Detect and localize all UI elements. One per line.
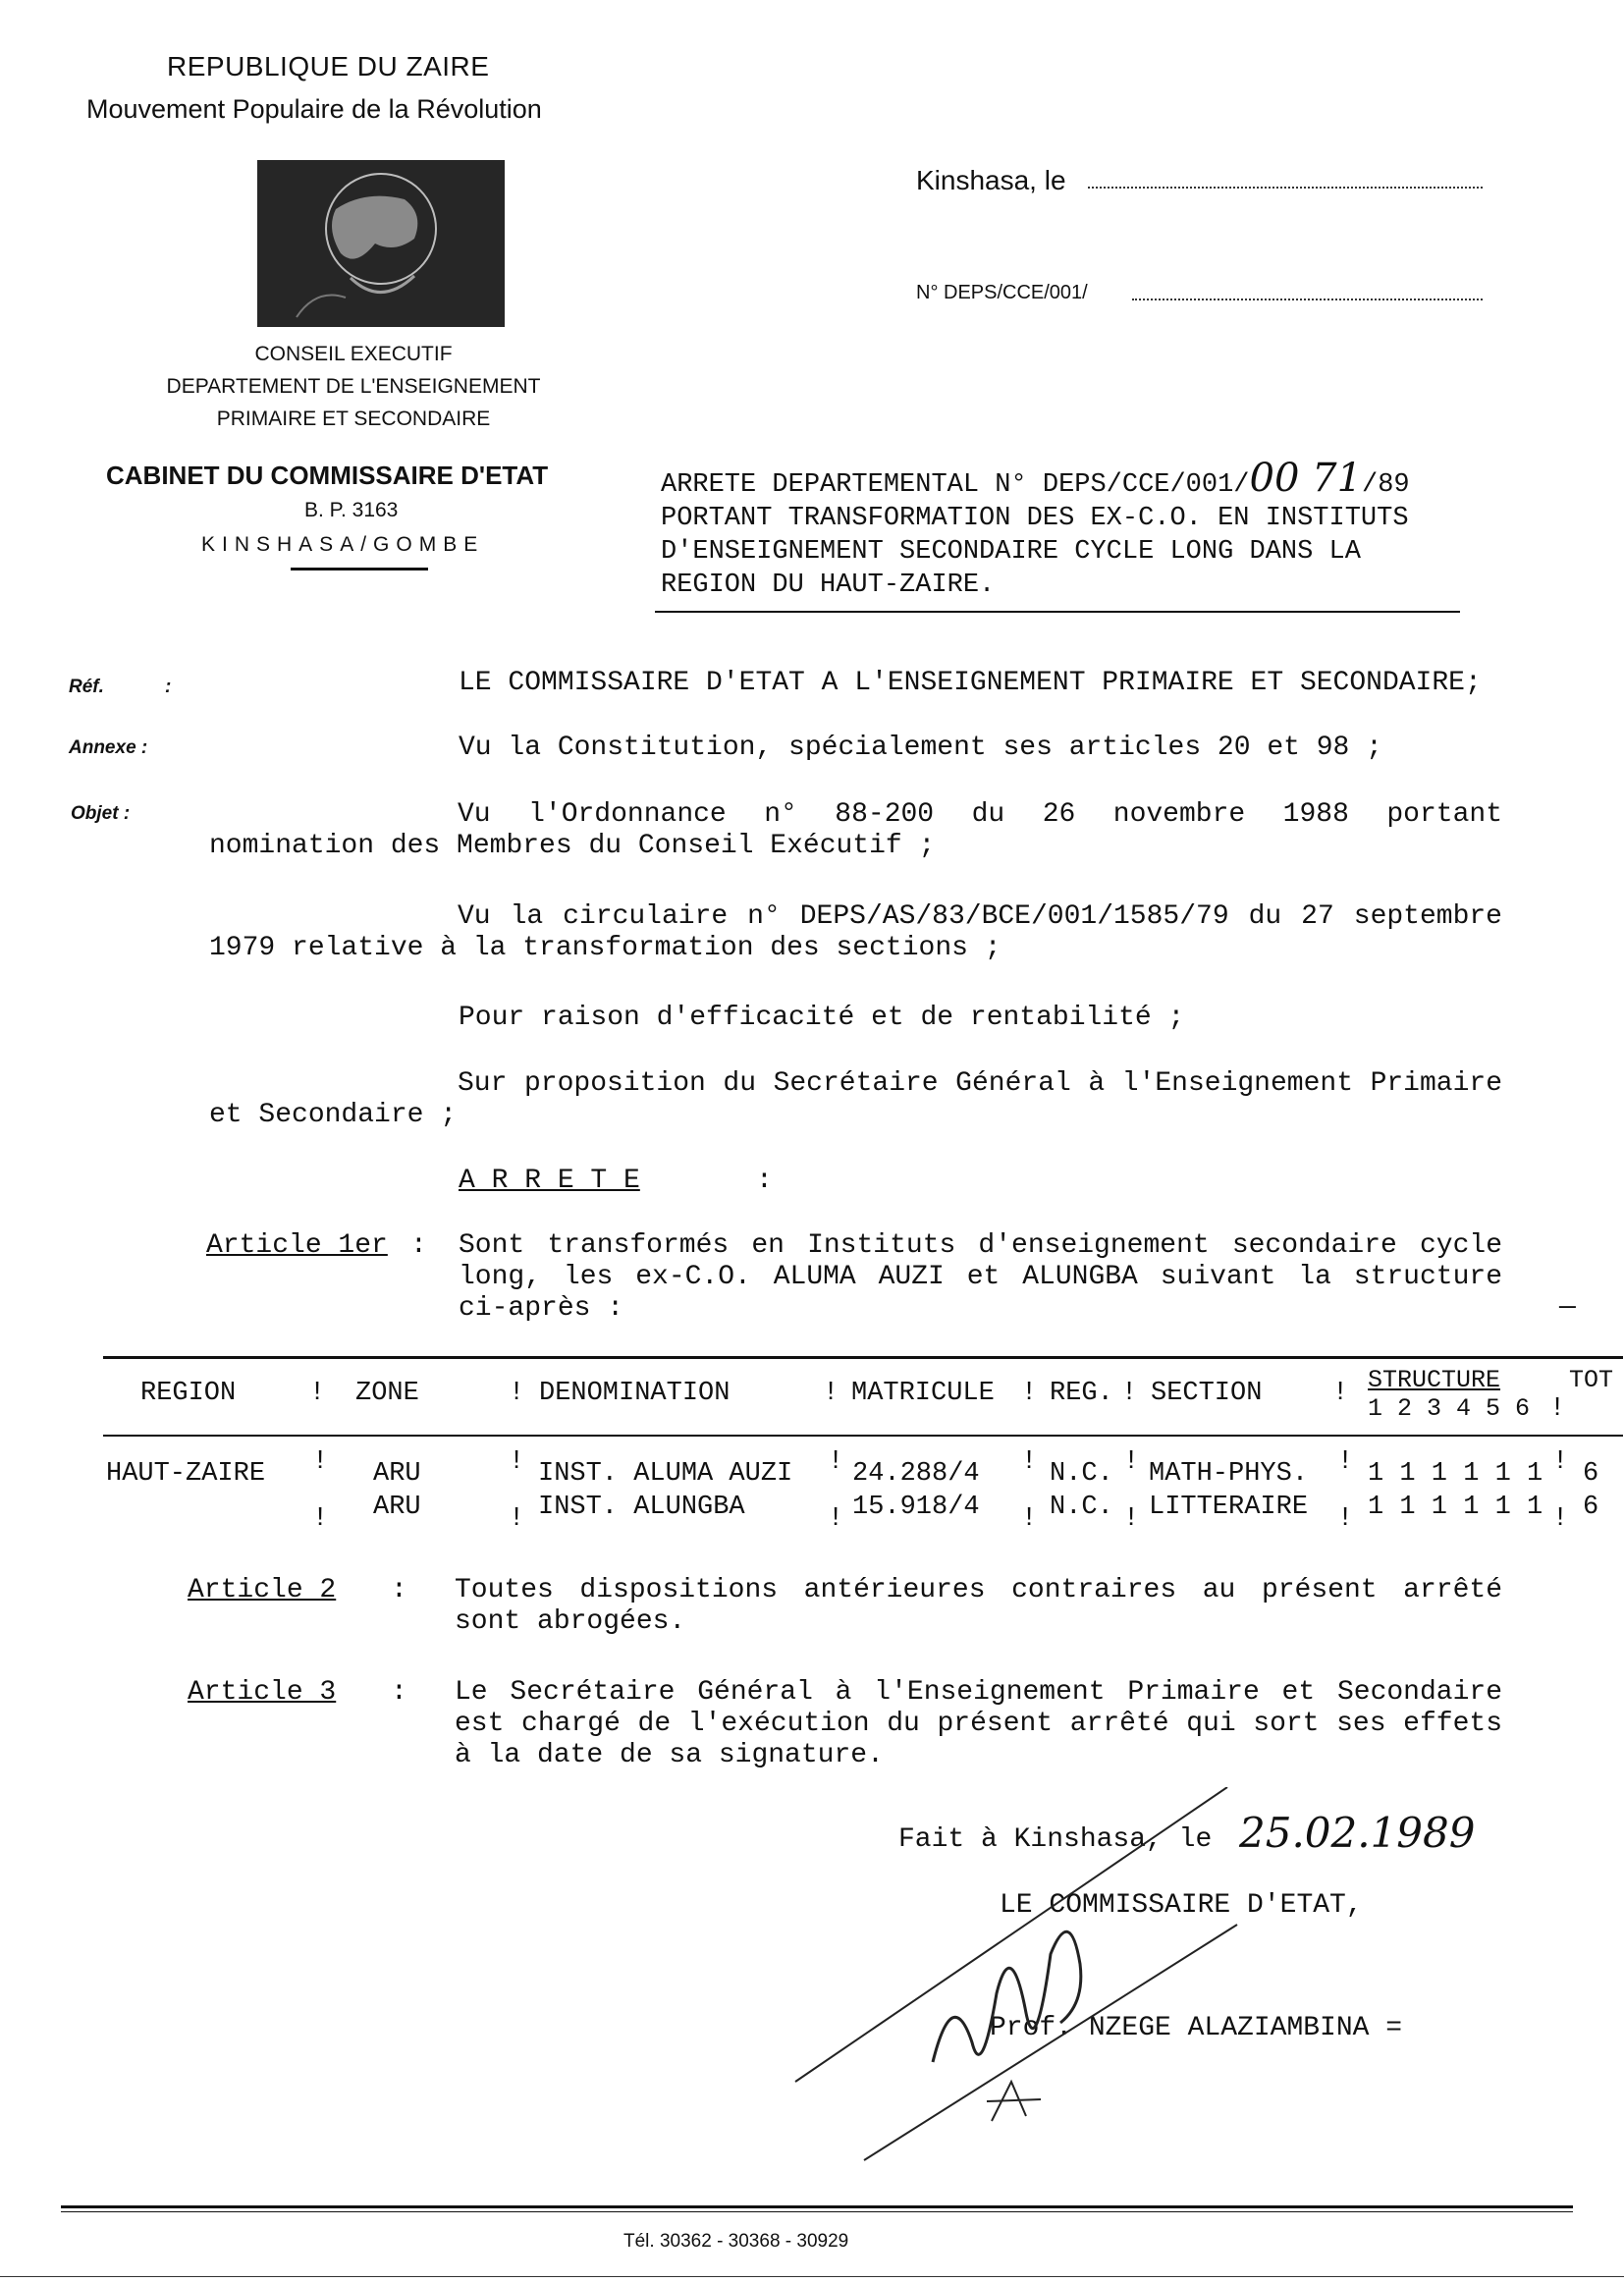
- col-sep: !: [1121, 1379, 1138, 1408]
- department-block: [147, 338, 560, 435]
- vu-circulaire: Vu la circulaire n° DEPS/AS/83/BCE/001/1585/79 du 27 septembre 1979 relative à la transformation des sections ;: [209, 901, 1502, 963]
- col-structure-years: 1 2 3 4 5 6: [1368, 1394, 1531, 1423]
- city-underline: [291, 568, 428, 571]
- sur-proposition: Sur proposition du Secrétaire Général à l'Enseignement Primaire et Secondaire ;: [209, 1068, 1502, 1130]
- table-top-rule: [103, 1356, 1623, 1359]
- kinshasa-date-label: Kinshasa, le: [916, 165, 1066, 195]
- ref-colon: :: [165, 677, 172, 697]
- handwritten-number: 00 71: [1249, 456, 1363, 501]
- cell-denomination: INST. ALUMA AUZI: [538, 1459, 793, 1489]
- cell-denomination: INST. ALUNGBA: [538, 1493, 745, 1522]
- cell-sep: !: [828, 1504, 844, 1534]
- col-sep: !: [1332, 1379, 1349, 1408]
- signature-scribble-icon: [785, 1787, 1257, 2200]
- article-2-colon: :: [391, 1575, 407, 1605]
- article-1-colon: :: [410, 1230, 427, 1261]
- cell-sep: !: [312, 1504, 329, 1534]
- arrete-heading: A R R E T E: [459, 1166, 640, 1196]
- cell-sep: !: [509, 1504, 525, 1534]
- cell-sep: !: [509, 1447, 525, 1477]
- article-1-text: Sont transformés en Instituts d'enseignement secondaire cycle long, les ex-C.O. ALUMA AUZI et ALUNGBA suivant la structure ci-après :: [459, 1230, 1502, 1324]
- col-sep: !: [1021, 1379, 1038, 1408]
- cell-section: MATH-PHYS.: [1149, 1459, 1309, 1489]
- postal-box: B. P. 3163: [304, 499, 399, 521]
- cell-sep: !: [1021, 1447, 1038, 1477]
- cell-matricule: 15.918/4: [852, 1493, 980, 1522]
- arrete-number-suffix: /89: [1362, 470, 1410, 500]
- article-2-text: Toutes dispositions antérieures contraires au présent arrêté sont abrogées.: [455, 1575, 1502, 1637]
- cell-sep: !: [1552, 1447, 1569, 1477]
- fait-a-kinshasa: Fait à Kinshasa, le: [898, 1824, 1213, 1855]
- arrete-header-rule: [655, 611, 1460, 613]
- emblem-image: [257, 160, 505, 327]
- cell-sep: !: [1123, 1447, 1140, 1477]
- telephone-numbers: Tél. 30362 - 30368 - 30929: [623, 2231, 849, 2252]
- signatory-name: Prof. NZEGE ALAZIAMBINA =: [990, 2013, 1403, 2043]
- cell-sep: !: [1552, 1504, 1569, 1534]
- col-sep: !: [309, 1379, 326, 1408]
- reference-number-label: N° DEPS/CCE/001/: [916, 282, 1088, 303]
- cell-zone: ARU: [373, 1459, 421, 1489]
- col-denomination: DENOMINATION: [539, 1379, 731, 1408]
- cabinet-title: CABINET DU COMMISSAIRE D'ETAT: [106, 461, 549, 490]
- cell-sep: !: [1337, 1504, 1354, 1534]
- departement-enseignement: DEPARTEMENT DE L'ENSEIGNEMENT: [166, 375, 541, 398]
- col-section: SECTION: [1151, 1379, 1263, 1408]
- col-sep: !: [509, 1379, 525, 1408]
- arrete-line-1: [661, 456, 1410, 502]
- table-header-rule: [103, 1435, 1623, 1437]
- preamble-title: LE COMMISSAIRE D'ETAT A L'ENSEIGNEMENT PRIMAIRE ET SECONDAIRE;: [459, 668, 1482, 698]
- objet-label: Objet :: [71, 803, 131, 824]
- col-sep: !: [823, 1379, 839, 1408]
- col-sep: !: [1549, 1394, 1566, 1424]
- col-region: REGION: [140, 1379, 237, 1408]
- republic-name: REPUBLIQUE DU ZAIRE: [167, 51, 490, 82]
- article-3-colon: :: [391, 1677, 407, 1708]
- cell-structure: 1 1 1 1 1 1: [1368, 1493, 1543, 1522]
- cell-tot: 6: [1583, 1493, 1599, 1522]
- article-3-label: Article 3: [188, 1677, 337, 1708]
- vu-ordonnance: Vu l'Ordonnance n° 88-200 du 26 novembre 1988 portant nomination des Membres du Conseil Exécutif ;: [209, 799, 1502, 861]
- cell-matricule: 24.288/4: [852, 1459, 980, 1489]
- col-structure: STRUCTURE: [1368, 1366, 1501, 1394]
- col-matricule: MATRICULE: [851, 1379, 995, 1408]
- footer-rule-thin: [61, 2211, 1573, 2212]
- col-zone: ZONE: [355, 1379, 419, 1408]
- cell-reg: N.C.: [1050, 1459, 1113, 1489]
- arrete-heading-colon: :: [756, 1166, 773, 1196]
- primaire-secondaire: PRIMAIRE ET SECONDAIRE: [216, 408, 491, 430]
- article-3-text: Le Secrétaire Général à l'Enseignement Primaire et Secondaire est chargé de l'exécution du présent arrêté qui sort ses effets à la date de sa signature.: [455, 1677, 1502, 1770]
- cell-tot: 6: [1583, 1459, 1599, 1489]
- arrete-number-prefix: ARRETE DEPARTEMENTAL N° DEPS/CCE/001/: [661, 470, 1250, 500]
- ref-label: Réf.: [69, 677, 104, 697]
- city-name: KINSHASA/GOMBE: [201, 533, 485, 556]
- cell-structure: 1 1 1 1 1 1: [1368, 1459, 1543, 1489]
- arrete-line-4: REGION DU HAUT-ZAIRE.: [661, 571, 996, 600]
- cell-sep: !: [1123, 1504, 1140, 1534]
- annexe-label: Annexe :: [69, 737, 148, 758]
- cell-region: HAUT-ZAIRE: [106, 1459, 266, 1489]
- cell-section: LITTERAIRE: [1149, 1493, 1309, 1522]
- cell-sep: !: [1337, 1447, 1354, 1477]
- cell-reg: N.C.: [1050, 1493, 1113, 1522]
- margin-dash: —: [1559, 1292, 1576, 1323]
- date-dotted-line: [1088, 187, 1483, 189]
- reference-dotted-line: [1132, 299, 1483, 300]
- arrete-header: [661, 456, 1410, 602]
- page-bottom-line: [0, 2276, 1624, 2277]
- arrete-line-3: D'ENSEIGNEMENT SECONDAIRE CYCLE LONG DANS LA: [661, 537, 1361, 567]
- movement-name: Mouvement Populaire de la Révolution: [86, 94, 542, 124]
- cell-sep: !: [828, 1447, 844, 1477]
- vu-constitution: Vu la Constitution, spécialement ses articles 20 et 98 ;: [459, 733, 1382, 763]
- handwritten-date: 25.02.1989: [1239, 1809, 1476, 1857]
- conseil-executif: CONSEIL EXECUTIF: [254, 343, 453, 365]
- globe-emblem-icon: [257, 160, 505, 327]
- cell-sep: !: [1021, 1504, 1038, 1534]
- article-1-label: Article 1er: [206, 1230, 388, 1261]
- cell-zone: ARU: [373, 1493, 421, 1522]
- article-2-label: Article 2: [188, 1575, 337, 1605]
- pour-raison: Pour raison d'efficacité et de rentabilité ;: [459, 1003, 1185, 1033]
- footer-rule: [61, 2205, 1573, 2208]
- signatory-title: LE COMMISSAIRE D'ETAT,: [1000, 1890, 1363, 1921]
- col-reg: REG.: [1050, 1379, 1113, 1408]
- cell-sep: !: [312, 1447, 329, 1477]
- col-tot: TOT: [1569, 1366, 1614, 1394]
- arrete-line-2: PORTANT TRANSFORMATION DES EX-C.O. EN INSTITUTS: [661, 504, 1409, 533]
